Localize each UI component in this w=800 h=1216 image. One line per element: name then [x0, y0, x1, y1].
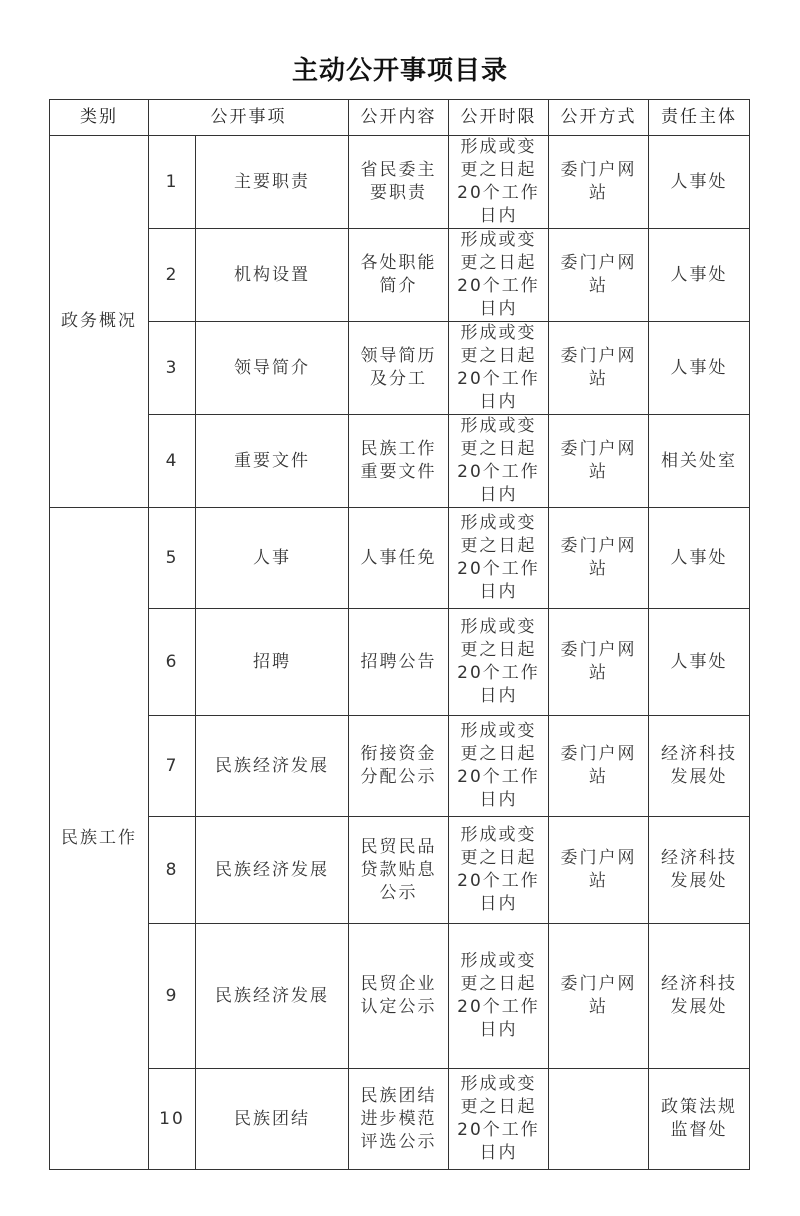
table-row [50, 229, 750, 322]
row-method: 委门户网站 [549, 609, 649, 716]
disclosure-catalog-table [49, 99, 750, 1170]
header-method: 公开方式 [549, 100, 649, 136]
row-item: 民族团结 [196, 1069, 349, 1170]
row-item: 重要文件 [196, 415, 349, 508]
row-number: 5 [149, 508, 196, 609]
row-method: 委门户网站 [549, 508, 649, 609]
table-row [50, 415, 750, 508]
row-time-limit: 形成或变更之日起20个工作日内 [449, 716, 549, 817]
table-row [50, 609, 750, 716]
row-method: 委门户网站 [549, 229, 649, 322]
row-item: 主要职责 [196, 136, 349, 229]
row-time-limit: 形成或变更之日起20个工作日内 [449, 322, 549, 415]
header-item: 公开事项 [149, 100, 349, 136]
row-number: 1 [149, 136, 196, 229]
table-row [50, 136, 750, 229]
row-item: 民族经济发展 [196, 817, 349, 924]
row-method: 委门户网站 [549, 716, 649, 817]
row-number: 7 [149, 716, 196, 817]
row-content: 省民委主要职责 [349, 136, 449, 229]
row-number: 10 [149, 1069, 196, 1170]
row-number: 3 [149, 322, 196, 415]
table-row [50, 1069, 750, 1170]
row-time-limit: 形成或变更之日起20个工作日内 [449, 924, 549, 1069]
row-content: 民族工作重要文件 [349, 415, 449, 508]
row-item: 机构设置 [196, 229, 349, 322]
table-row [50, 508, 750, 609]
table-row [50, 924, 750, 1069]
category-government-overview: 政务概况 [50, 136, 149, 508]
row-item: 民族经济发展 [196, 716, 349, 817]
table-row [50, 817, 750, 924]
header-responsible: 责任主体 [649, 100, 750, 136]
row-method: 委门户网站 [549, 415, 649, 508]
row-time-limit: 形成或变更之日起20个工作日内 [449, 229, 549, 322]
row-content: 人事任免 [349, 508, 449, 609]
row-responsible: 政策法规监督处 [649, 1069, 750, 1170]
row-method [549, 1069, 649, 1170]
row-time-limit: 形成或变更之日起20个工作日内 [449, 609, 549, 716]
row-time-limit: 形成或变更之日起20个工作日内 [449, 1069, 549, 1170]
row-content: 民贸民品贷款贴息公示 [349, 817, 449, 924]
row-method: 委门户网站 [549, 817, 649, 924]
row-number: 6 [149, 609, 196, 716]
row-number: 2 [149, 229, 196, 322]
row-item: 领导简介 [196, 322, 349, 415]
row-time-limit: 形成或变更之日起20个工作日内 [449, 415, 549, 508]
row-time-limit: 形成或变更之日起20个工作日内 [449, 508, 549, 609]
header-category: 类别 [50, 100, 149, 136]
row-responsible: 相关处室 [649, 415, 750, 508]
category-ethnic-work: 民族工作 [50, 508, 149, 1170]
row-number: 9 [149, 924, 196, 1069]
row-responsible: 人事处 [649, 508, 750, 609]
row-responsible: 经济科技发展处 [649, 924, 750, 1069]
row-content: 民贸企业认定公示 [349, 924, 449, 1069]
row-number: 4 [149, 415, 196, 508]
row-content: 衔接资金分配公示 [349, 716, 449, 817]
row-time-limit: 形成或变更之日起20个工作日内 [449, 817, 549, 924]
row-content: 各处职能简介 [349, 229, 449, 322]
row-method: 委门户网站 [549, 924, 649, 1069]
row-item: 招聘 [196, 609, 349, 716]
header-content: 公开内容 [349, 100, 449, 136]
row-content: 招聘公告 [349, 609, 449, 716]
row-content: 民族团结进步模范评选公示 [349, 1069, 449, 1170]
row-number: 8 [149, 817, 196, 924]
row-content: 领导简历及分工 [349, 322, 449, 415]
row-method: 委门户网站 [549, 322, 649, 415]
page-title: 主动公开事项目录 [291, 56, 508, 86]
table-row [50, 322, 750, 415]
row-responsible: 经济科技发展处 [649, 817, 750, 924]
row-item: 民族经济发展 [196, 924, 349, 1069]
row-responsible: 经济科技发展处 [649, 716, 750, 817]
row-responsible: 人事处 [649, 609, 750, 716]
row-time-limit: 形成或变更之日起20个工作日内 [449, 136, 549, 229]
row-responsible: 人事处 [649, 322, 750, 415]
table-row [50, 716, 750, 817]
header-row [50, 100, 750, 136]
row-method: 委门户网站 [549, 136, 649, 229]
header-time-limit: 公开时限 [449, 100, 549, 136]
row-item: 人事 [196, 508, 349, 609]
row-responsible: 人事处 [649, 136, 750, 229]
row-responsible: 人事处 [649, 229, 750, 322]
